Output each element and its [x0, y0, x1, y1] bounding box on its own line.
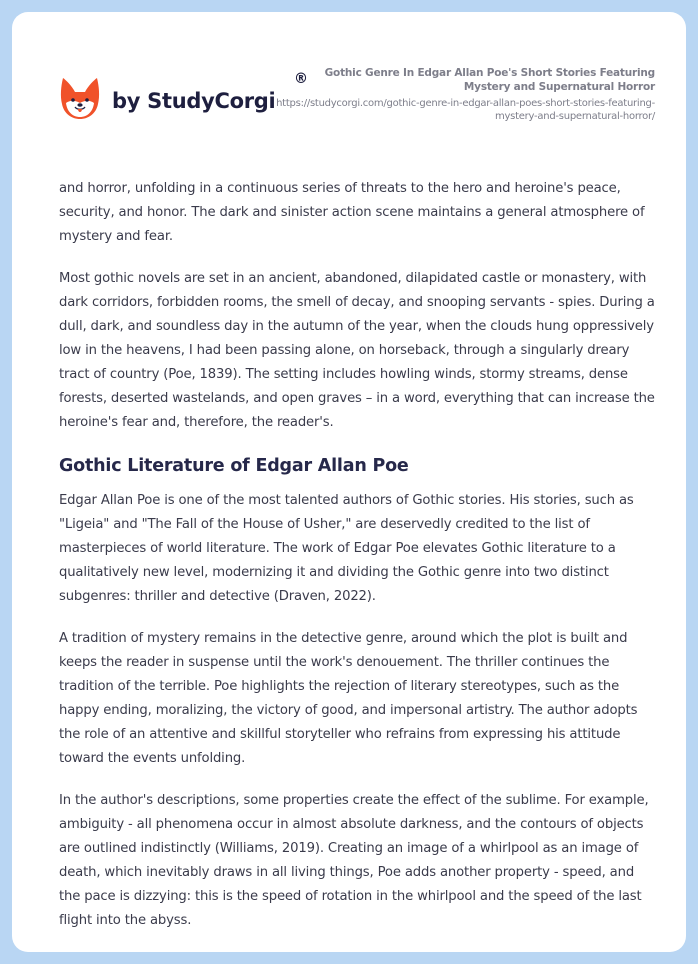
article-body: [59, 177, 659, 951]
document-card: [12, 12, 686, 952]
paragraph: Edgar Allan Poe is one of the most talented authors of Gothic stories. His stories, such as "Ligeia" and "The Fall of the House of Usher," are deservedly credited to the list of masterpieces of world literature. The work of Edgar Poe elevates Gothic literature to a qualitatively new level, modernizing it and dividing the Gothic genre into two distinct subgenres: thriller and detective (Draven, 2022).: [59, 493, 634, 604]
document-title: Gothic Genre In Edgar Allan Poe's Short Stories Featuring Mystery and Supernatural Horror: [324, 67, 655, 93]
section-heading: Gothic Literature of Edgar Allan Poe: [59, 456, 409, 476]
document-url-link[interactable]: https://studycorgi.com/gothic-genre-in-edgar-allan-poes-short-stories-featuring-mystery-and-supernatural-horror/: [276, 98, 655, 122]
logo-text: by StudyCorgi: [112, 89, 276, 113]
studycorgi-logo[interactable]: [60, 71, 308, 120]
paragraph: A tradition of mystery remains in the detective genre, around which the plot is built and keeps the reader in suspense until the work's denouement. The thriller continues the tradition of the terrible. Poe highlights the rejection of literary stereotypes, such as the happy ending, moralizing, the victory of good, and impersonal artistry. The author adopts the role of an attentive and skillful storyteller who refrains from expressing his attitude toward the events unfolding.: [59, 631, 638, 766]
paragraph: and horror, unfolding in a continuous series of threats to the hero and heroine's peace, security, and honor. The dark and sinister action scene maintains a general atmosphere of mystery and fear.: [59, 181, 645, 244]
paragraph: Most gothic novels are set in an ancient, abandoned, dilapidated castle or monastery, with dark corridors, forbidden rooms, the smell of decay, and snooping servants - spies. During a dull, dark, and soundless day in the autumn of the year, when the clouds hung oppressively low in the heavens, I had been passing alone, on horseback, through a singularly dreary tract of country (Poe, 1839). The setting includes howling winds, stormy streams, dense forests, deserted wastelands, and open graves – in a word, everything that can increase the heroine's fear and, therefore, the reader's.: [59, 271, 655, 430]
paragraph: In the author's descriptions, some properties create the effect of the sublime. For example, ambiguity - all phenomena occur in almost absolute darkness, and the contours of objects are outlined indistinctly (Williams, 2019). Creating an image of a whirlpool as an image of death, which inevitably draws in all living things, Poe adds another property - speed, and the pace is dizzying: this is the speed of rotation in the whirlpool and the speed of the last flight into the abyss.: [59, 793, 649, 928]
corgi-icon: [60, 76, 100, 120]
document-meta: [275, 66, 655, 123]
page-header: [12, 12, 686, 162]
registered-mark: ®: [294, 71, 308, 87]
